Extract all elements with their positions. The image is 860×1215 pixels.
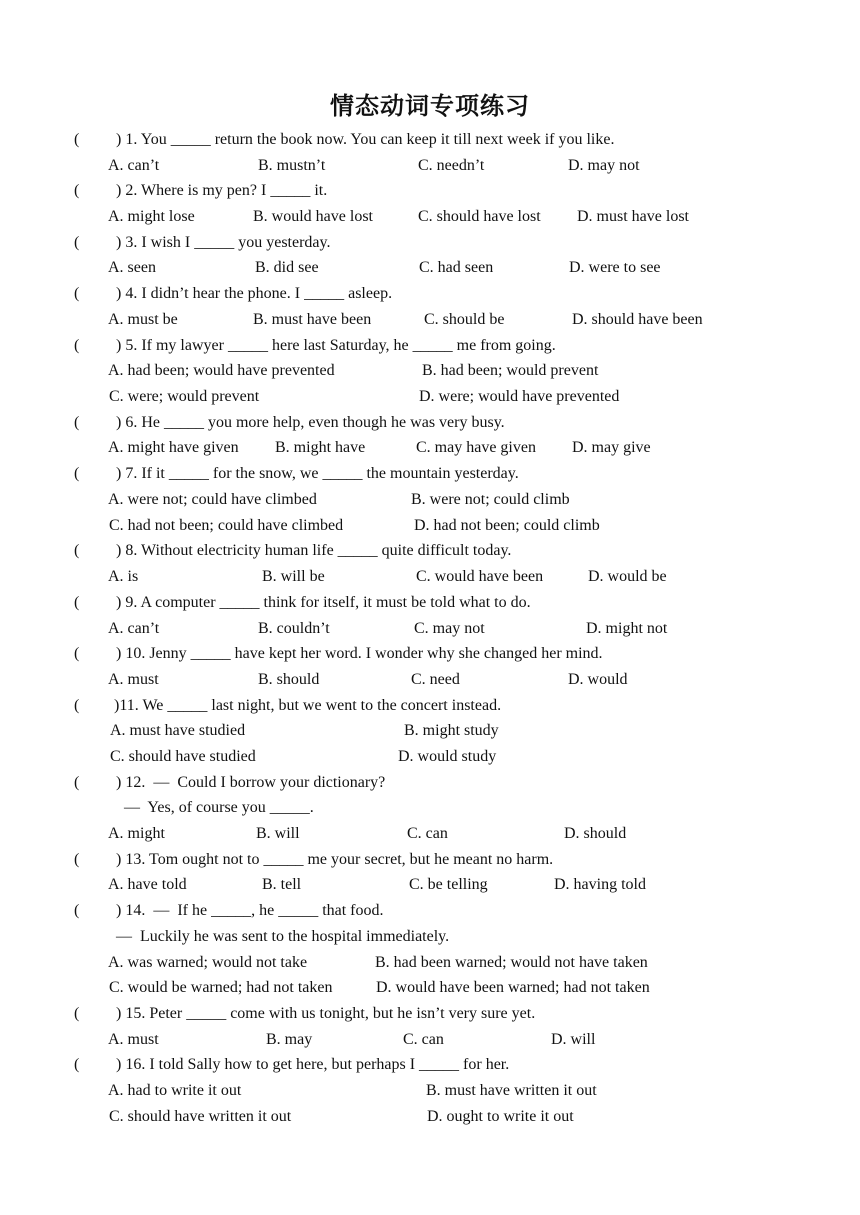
answer-blank-paren: ( (74, 234, 80, 251)
question-16-option-a: A. had to write it out (108, 1082, 242, 1099)
question-7-option-d: D. had not been; could climb (414, 517, 600, 534)
question-11-option-c: C. should have studied (110, 748, 256, 765)
question-8-option-c: C. would have been (416, 568, 544, 585)
question-10-text: ) 10. Jenny _____ have kept her word. I wonder why she changed her mind. (116, 645, 603, 662)
question-5-text: ) 5. If my lawyer _____ here last Saturday, he _____ me from going. (116, 337, 556, 354)
answer-blank-paren: ( (74, 594, 80, 611)
question-4-option-b: B. must have been (253, 311, 372, 328)
question-9-option-b: B. couldn’t (258, 620, 330, 637)
question-14-option-a: A. was warned; would not take (108, 954, 308, 971)
question-13-option-d: D. having told (554, 876, 646, 893)
question-4-option-c: C. should be (424, 311, 505, 328)
question-7-text: ) 7. If it _____ for the snow, we _____ the mountain yesterday. (116, 465, 519, 482)
question-12-option-c: C. can (407, 825, 448, 842)
question-11-text: )11. We _____ last night, but we went to the concert instead. (114, 697, 502, 714)
question-5-option-d: D. were; would have prevented (419, 388, 620, 405)
question-3-option-b: B. did see (255, 259, 319, 276)
question-12-option-d: D. should (564, 825, 627, 842)
question-16-option-d: D. ought to write it out (427, 1108, 574, 1125)
question-3-option-c: C. had seen (419, 259, 494, 276)
question-6-option-b: B. might have (275, 439, 366, 456)
question-14-option-c: C. would be warned; had not taken (109, 979, 333, 996)
question-15-text: ) 15. Peter _____ come with us tonight, but he isn’t very sure yet. (116, 1005, 536, 1022)
answer-blank-paren: ( (74, 645, 80, 662)
question-16-text: ) 16. I told Sally how to get here, but perhaps I _____ for her. (116, 1056, 510, 1073)
question-6-option-d: D. may give (572, 439, 651, 456)
answer-blank-paren: ( (74, 1056, 80, 1073)
answer-blank-paren: ( (74, 285, 80, 302)
question-2-option-c: C. should have lost (418, 208, 541, 225)
question-1-option-b: B. mustn’t (258, 157, 326, 174)
question-9-option-a: A. can’t (108, 620, 160, 637)
question-2-option-a: A. might lose (108, 208, 195, 225)
question-3-option-d: D. were to see (569, 259, 661, 276)
question-10-option-c: C. need (411, 671, 460, 688)
question-5-option-b: B. had been; would prevent (422, 362, 599, 379)
question-14-text: ) 14. — If he _____, he _____ that food. (116, 902, 384, 919)
question-4-option-d: D. should have been (572, 311, 703, 328)
answer-blank-paren: ( (74, 542, 80, 559)
question-11-option-b: B. might study (404, 722, 499, 739)
question-1-option-a: A. can’t (108, 157, 160, 174)
question-7-option-c: C. had not been; could have climbed (109, 517, 344, 534)
question-16-option-c: C. should have written it out (109, 1108, 292, 1125)
question-15-option-a: A. must (108, 1031, 159, 1048)
question-8-option-d: D. would be (588, 568, 667, 585)
answer-blank-paren: ( (74, 902, 80, 919)
question-2-option-b: B. would have lost (253, 208, 373, 225)
question-11-option-a: A. must have studied (110, 722, 246, 739)
question-6-option-c: C. may have given (416, 439, 536, 456)
question-2-text: ) 2. Where is my pen? I _____ it. (116, 182, 328, 199)
question-4-option-a: A. must be (108, 311, 178, 328)
answer-blank-paren: ( (74, 851, 80, 868)
question-9-option-d: D. might not (586, 620, 668, 637)
question-6-option-a: A. might have given (108, 439, 239, 456)
question-3-option-a: A. seen (108, 259, 156, 276)
question-14-option-d: D. would have been warned; had not taken (376, 979, 650, 996)
question-1-option-d: D. may not (568, 157, 640, 174)
question-14-option-b: B. had been warned; would not have taken (375, 954, 648, 971)
question-3-text: ) 3. I wish I _____ you yesterday. (116, 234, 331, 251)
page-title: 情态动词专项练习 (330, 91, 530, 120)
question-15-option-b: B. may (266, 1031, 313, 1048)
question-7-option-a: A. were not; could have climbed (108, 491, 317, 508)
question-5-option-c: C. were; would prevent (109, 388, 260, 405)
question-1-option-c: C. needn’t (418, 157, 485, 174)
answer-blank-paren: ( (74, 414, 80, 431)
question-12-dialog-line: — Yes, of course you _____. (124, 799, 314, 816)
question-8-text: ) 8. Without electricity human life _____ quite difficult today. (116, 542, 512, 559)
question-12-text: ) 12. — Could I borrow your dictionary? (116, 774, 386, 791)
question-2-option-d: D. must have lost (577, 208, 689, 225)
question-15-option-d: D. will (551, 1031, 596, 1048)
question-9-option-c: C. may not (414, 620, 485, 637)
question-11-option-d: D. would study (398, 748, 497, 765)
answer-blank-paren: ( (74, 697, 80, 714)
answer-blank-paren: ( (74, 337, 80, 354)
question-1-text: ) 1. You _____ return the book now. You can keep it till next week if you like. (116, 131, 615, 148)
question-12-option-a: A. might (108, 825, 165, 842)
question-5-option-a: A. had been; would have prevented (108, 362, 335, 379)
answer-blank-paren: ( (74, 774, 80, 791)
question-16-option-b: B. must have written it out (426, 1082, 597, 1099)
question-4-text: ) 4. I didn’t hear the phone. I _____ asleep. (116, 285, 393, 302)
question-10-option-b: B. should (258, 671, 320, 688)
question-9-text: ) 9. A computer _____ think for itself, it must be told what to do. (116, 594, 531, 611)
question-13-option-a: A. have told (108, 876, 187, 893)
question-12-option-b: B. will (256, 825, 300, 842)
question-6-text: ) 6. He _____ you more help, even though he was very busy. (116, 414, 505, 431)
question-13-option-b: B. tell (262, 876, 302, 893)
question-8-option-b: B. will be (262, 568, 325, 585)
answer-blank-paren: ( (74, 131, 80, 148)
question-13-text: ) 13. Tom ought not to _____ me your secret, but he meant no harm. (116, 851, 554, 868)
question-14-dialog-line: — Luckily he was sent to the hospital immediately. (116, 928, 450, 945)
answer-blank-paren: ( (74, 182, 80, 199)
question-10-option-d: D. would (568, 671, 628, 688)
question-8-option-a: A. is (108, 568, 139, 585)
answer-blank-paren: ( (74, 1005, 80, 1022)
question-10-option-a: A. must (108, 671, 159, 688)
question-15-option-c: C. can (403, 1031, 444, 1048)
answer-blank-paren: ( (74, 465, 80, 482)
question-7-option-b: B. were not; could climb (411, 491, 570, 508)
question-13-option-c: C. be telling (409, 876, 488, 893)
